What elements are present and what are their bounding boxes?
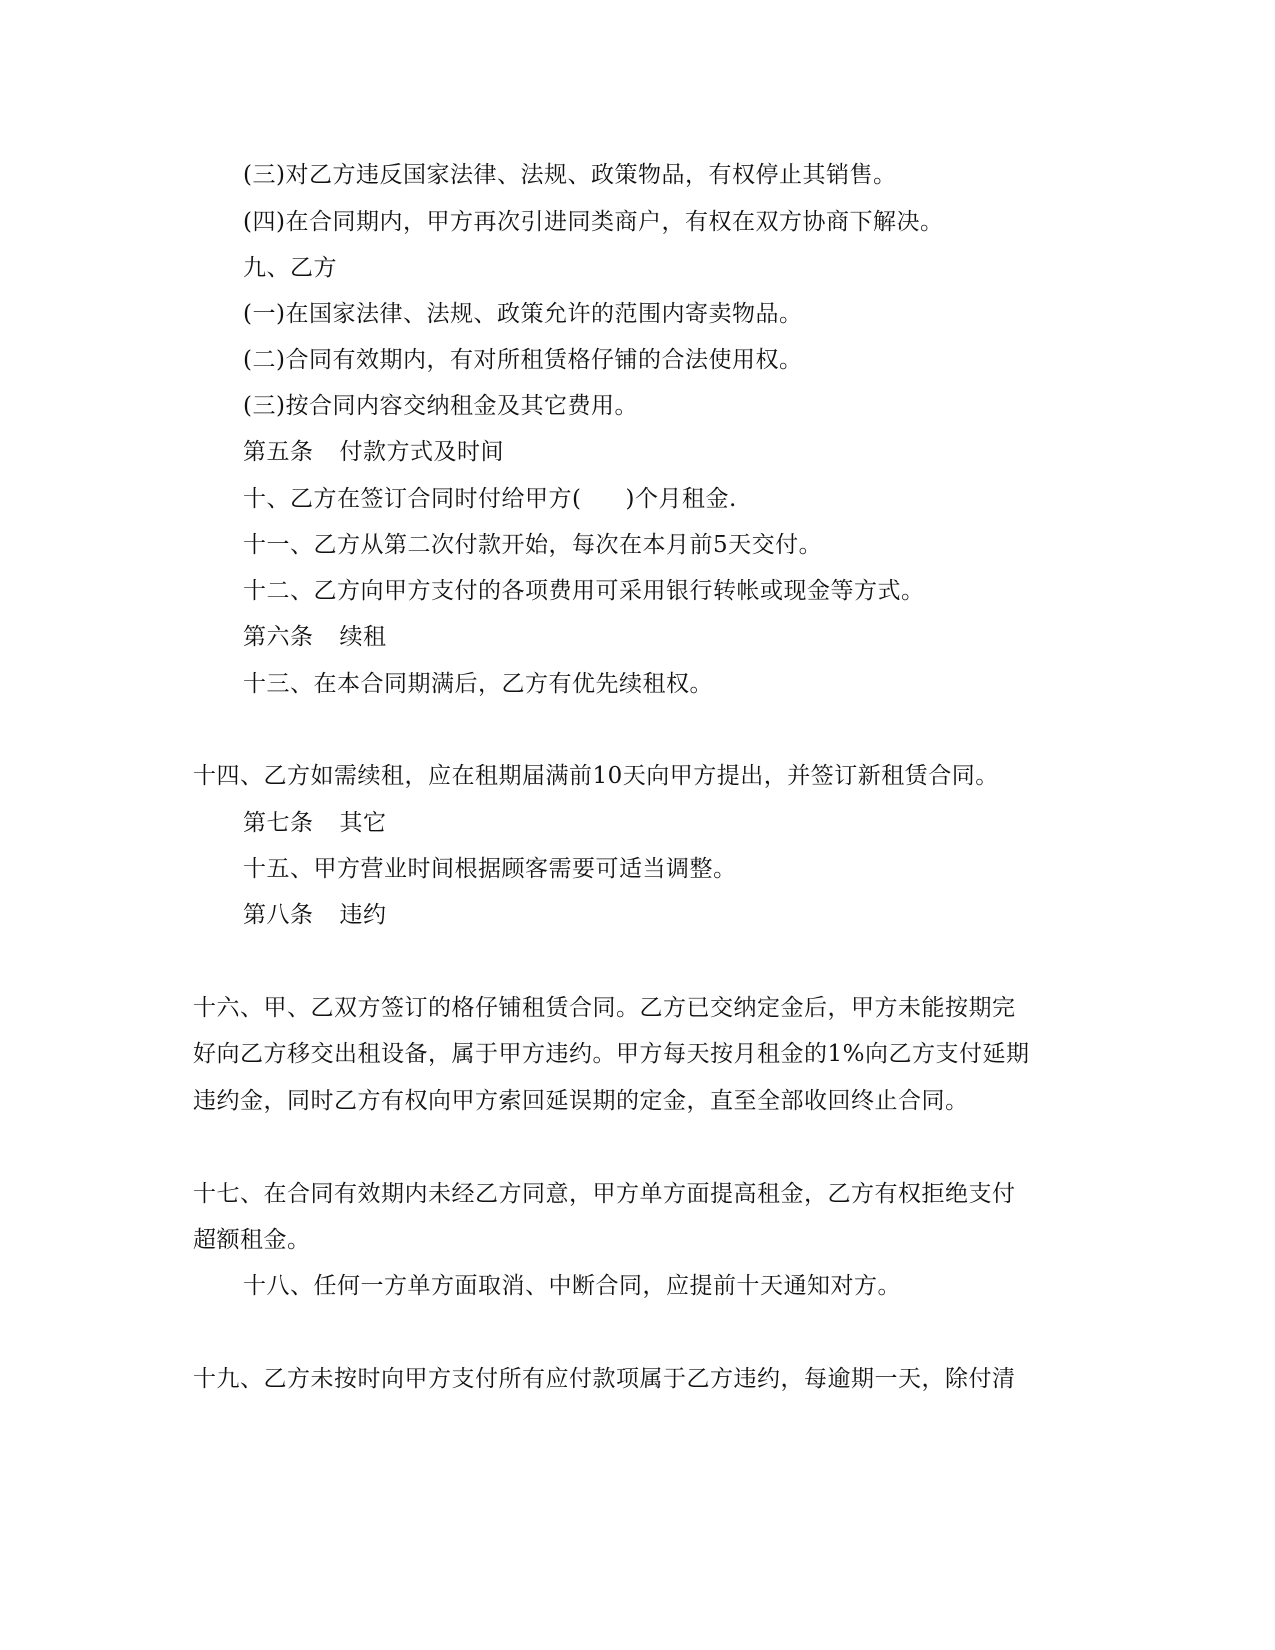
clause-15: 十五、甲方营业时间根据顾客需要可适当调整。: [243, 856, 737, 882]
clause-8-4: (四)在合同期内，甲方再次引进同类商户，有权在双方协商下解决。: [243, 209, 944, 235]
article-number: 第五条: [243, 439, 314, 465]
clause-10: [243, 484, 737, 514]
clause-10-after: )个月租金.: [625, 486, 737, 512]
article-6-heading: [243, 622, 387, 652]
clause-9-3: (三)按合同内容交纳租金及其它费用。: [243, 393, 638, 419]
clause-18: 十八、任何一方单方面取消、中断合同，应提前十天通知对方。: [243, 1273, 901, 1299]
section-9-heading: 九、乙方: [243, 255, 337, 281]
clause-17-line-2: 超额租金。: [193, 1227, 311, 1253]
clause-16-line-2: 好向乙方移交出租设备，属于甲方违约。甲方每天按月租金的1%向乙方支付延期: [193, 1041, 1030, 1067]
clause-17-line-1: 十七、在合同有效期内未经乙方同意，甲方单方面提高租金，乙方有权拒绝支付: [193, 1181, 1016, 1207]
clause-12: 十二、乙方向甲方支付的各项费用可采用银行转帐或现金等方式。: [243, 578, 925, 604]
article-7-heading: [243, 808, 387, 838]
clause-13: 十三、在本合同期满后，乙方有优先续租权。: [243, 671, 713, 697]
article-number: 第七条: [243, 810, 314, 836]
clause-16-line-3: 违约金，同时乙方有权向甲方索回延误期的定金，直至全部收回终止合同。: [193, 1088, 969, 1114]
article-5-heading: [243, 437, 504, 467]
clause-10-before: 十、乙方在签订合同时付给甲方(: [243, 486, 582, 512]
article-number: 第八条: [243, 902, 314, 928]
article-title: 其它: [339, 810, 387, 836]
clause-9-2: (二)合同有效期内，有对所租赁格仔铺的合法使用权。: [243, 347, 803, 373]
clause-8-3: (三)对乙方违反国家法律、法规、政策物品，有权停止其销售。: [243, 162, 897, 188]
article-title: 付款方式及时间: [339, 439, 504, 465]
article-title: 续租: [339, 624, 387, 650]
clause-16-line-1: 十六、甲、乙双方签订的格仔铺租赁合同。乙方已交纳定金后，甲方未能按期完: [193, 995, 1016, 1021]
article-8-heading: [243, 900, 387, 930]
clause-11: 十一、乙方从第二次付款开始，每次在本月前5天交付。: [243, 532, 823, 558]
article-title: 违约: [339, 902, 387, 928]
article-number: 第六条: [243, 624, 314, 650]
clause-14: 十四、乙方如需续租，应在租期届满前10天向甲方提出，并签订新租赁合同。: [193, 763, 999, 789]
clause-9-1: (一)在国家法律、法规、政策允许的范围内寄卖物品。: [243, 301, 803, 327]
clause-19-line-1: 十九、乙方未按时向甲方支付所有应付款项属于乙方违约，每逾期一天，除付清: [193, 1366, 1016, 1392]
